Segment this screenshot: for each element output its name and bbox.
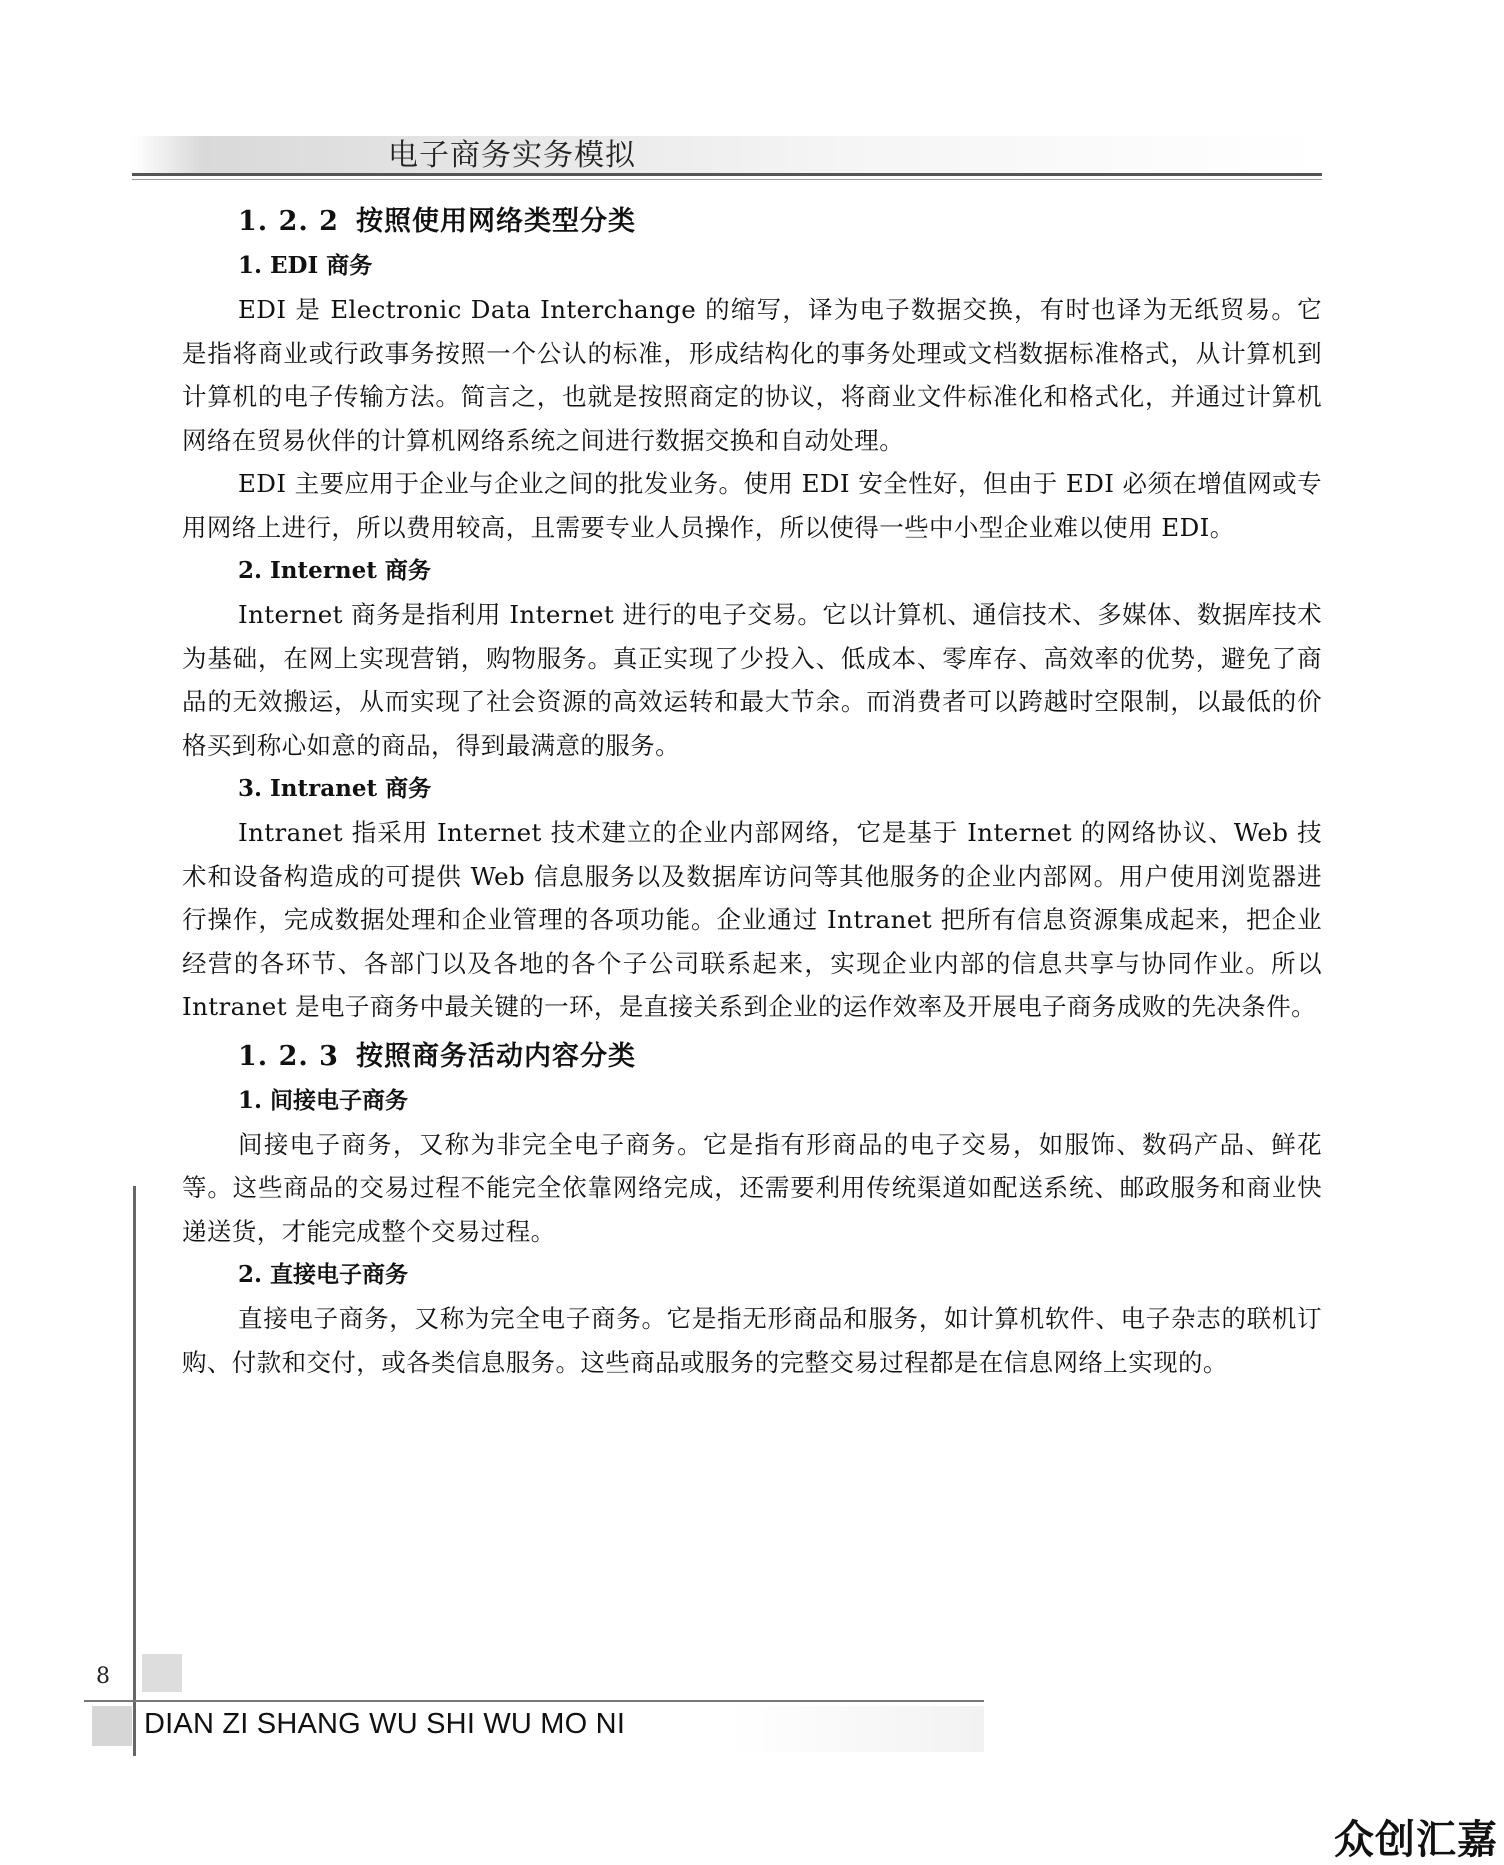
section-number: 1. 2. 2: [238, 206, 339, 237]
footer-title: DIAN ZI SHANG WU SHI WU MO NI: [144, 1708, 626, 1740]
page-number-box: [142, 1654, 182, 1692]
paragraph: Internet 商务是指利用 Internet 进行的电子交易。它以计算机、通信技术、多媒体、数据库技术为基础，在网上实现营销，购物服务。真正实现了少投入、低成本、零库存、高效率的优势，避免了商品的无效搬运，从而实现了社会资源的高效运转和最大节余。而消费者可以跨越时空限制，以最低的价格买到称心如意的商品，得到最满意的服务。: [182, 600, 1322, 760]
subsection-title: 2. 直接电子商务: [238, 1261, 409, 1288]
page-content: [182, 200, 1322, 1384]
section-title-text: 按照使用网络类型分类: [356, 206, 636, 237]
footer-rule: [84, 1700, 984, 1702]
header-shade: [132, 136, 1320, 174]
paragraph: EDI 是 Electronic Data Interchange 的缩写，译为电子数据交换，有时也译为无纸贸易。它是指将商业或行政事务按照一个公认的标准，形成结构化的事务处理或文档数据标准格式，从计算机到计算机的电子传输方法。简言之，也就是按照商定的协议，将商业文件标准化和格式化，并通过计算机网络在贸易伙伴的计算机网络系统之间进行数据交换和自动处理。: [182, 295, 1322, 455]
subsection-title: 2. Internet 商务: [238, 557, 431, 584]
paragraph: 直接电子商务，又称为完全电子商务。它是指无形商品和服务，如计算机软件、电子杂志的联机订购、付款和交付，或各类信息服务。这些商品或服务的完整交易过程都是在信息网络上实现的。: [182, 1304, 1322, 1377]
header-rule-thin: [132, 179, 1322, 180]
page-number: 8: [96, 1664, 110, 1689]
header-rule: [132, 173, 1322, 176]
subsection-title: 3. Intranet 商务: [238, 775, 432, 802]
paragraph: 间接电子商务，又称为非完全电子商务。它是指有形商品的电子交易，如服饰、数码产品、鲜花等。这些商品的交易过程不能完全依靠网络完成，还需要利用传统渠道如配送系统、邮政服务和商业快递送货，才能完成整个交易过程。: [182, 1129, 1322, 1246]
running-title: 电子商务实务模拟: [388, 138, 636, 173]
subsection-title: 1. 间接电子商务: [238, 1086, 409, 1114]
section-title-text: 按照商务活动内容分类: [356, 1040, 636, 1072]
subsection-title: 1. EDI 商务: [238, 252, 373, 279]
watermark: 众创汇嘉: [1334, 1817, 1498, 1863]
section-title: [182, 1035, 1322, 1079]
footer-shade: [92, 1706, 132, 1746]
section-title: [182, 200, 1322, 244]
paragraph: Intranet 指采用 Internet 技术建立的企业内部网络，它是基于 Internet 的网络协议、Web 技术和设备构造成的可提供 Web 信息服务以及数据库访问等其他服务的企业内部网。用户使用浏览器进行操作，完成数据处理和企业管理的各项功能。企业通过 Intranet 把所有信息资源集成起来，把企业经营的各环节、各部门以及各地的各个子公司联系起来，实现企业内部的信息共享与协同作业。所以 Intranet 是电子商务中最关键的一环，是直接关系到企业的运作效率及开展电子商务成败的先决条件。: [182, 818, 1322, 1021]
section-number: 1. 2. 3: [238, 1040, 339, 1072]
margin-line: [133, 1186, 136, 1756]
paragraph: EDI 主要应用于企业与企业之间的批发业务。使用 EDI 安全性好，但由于 EDI 必须在增值网或专用网络上进行，所以费用较高，且需要专业人员操作，所以使得一些中小型企业难以使用 EDI。: [182, 469, 1322, 542]
